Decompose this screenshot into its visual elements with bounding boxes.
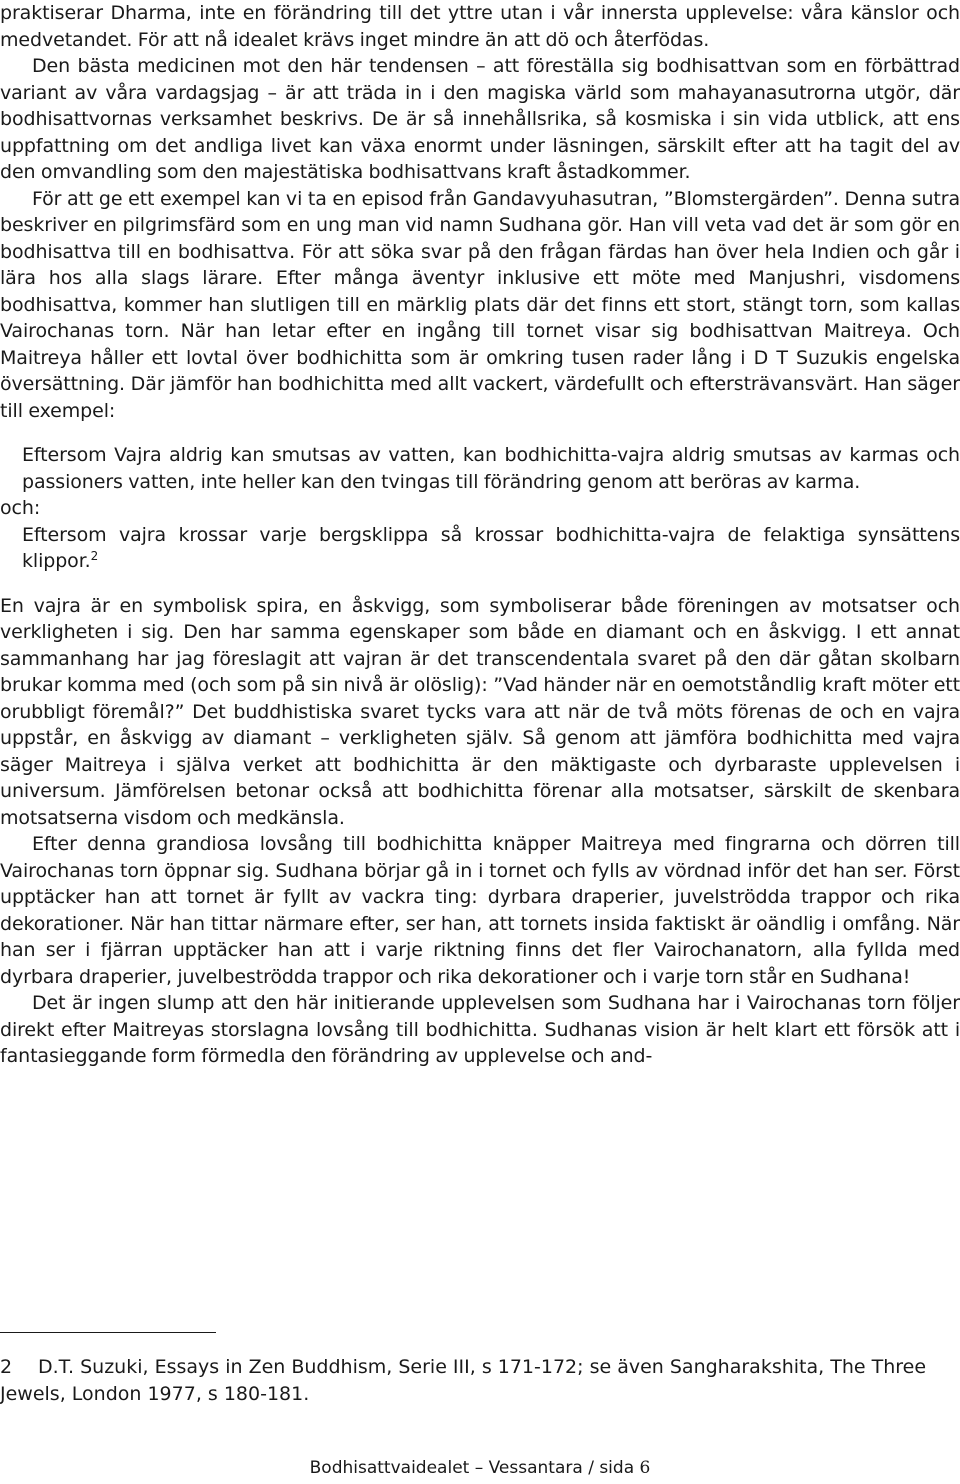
footnote-divider [0,1332,216,1333]
spacer [0,575,960,593]
footer-label: Bodhisattvaidealet – Vessantara / sida [309,1458,635,1478]
quote-2 [22,522,960,575]
paragraph-3: För att ge ett exempel kan vi ta en episod från Gandavyuhasutran, ”Blomstergärden”. Denna sutra beskriver en pilgrimsfärd som en ung man vid namn Sudhana gör. Han vill veta vad det är som gör en bodhisattva till en bodhisattva. För att söka svar på den frågan färdas han över hela Indien och går i lära hos alla slags lärare. Efter många äventyr inklusive ett möte med Manjushri, visdomens bodhisattva, kommer han slutligen till en märklig plats där det finns ett stort, stängt torn, som kallas Vairochanas torn. När han letar efter en ingång till tornet visar sig bodhisattvan Maitreya. Och Maitreya håller ett lovtal över bodhichitta som är omkring tusen rader lång i D T Suzukis engelska översättning. Där jämför han bodhichitta med allt vackert, värdefullt och eftersträvansvärt. Han säger till exempel: [0,187,960,422]
footnote-number: 2 [0,1356,13,1378]
paragraph-2: Den bästa medicinen mot den här tendensen – att föreställa sig bodhisattvan som en förbättrad variant av våra vardagsjag – är att träda in i den magiska värld som mahayanasutrorna utgör, där bodhisattvornas verksamhet beskrivs. De är så innehållsrika, så kosmiska i sin vida utblick, att ens uppfattning om det andliga livet kan växa enormt under läsningen, särskilt efter att ha tagit del av den omvandling som den majestätiska bodhisattvans kraft åstadkommer. [0,55,960,183]
quote-2-text: Eftersom vajra krossar varje bergsklippa så krossar bodhichitta-vajra de felaktiga synsättens klippor. [22,523,960,572]
page-number: 6 [639,1458,651,1478]
footnote-reference[interactable]: 2 [90,549,99,563]
page-footer [0,1456,960,1480]
quote-connector: och: [0,497,41,519]
footnote [0,1354,960,1408]
spacer [0,424,960,442]
paragraph-6: Det är ingen slump att den här initierande upplevelsen som Sudhana har i Vairochanas torn följer direkt efter Maitreyas storslagna lovsång till bodhichitta. Sudhanas vision är helt klart ett försök att i fantasieggande form förmedla den förändring av upplevelse och and- [0,992,960,1067]
paragraph-1: praktiserar Dharma, inte en förändring till det yttre utan i vår innersta upplevelse: våra känslor och medvetandet. För att nå idealet krävs inget mindre än att dö och återfödas. [0,2,960,51]
paragraph-4: En vajra är en symbolisk spira, en åskvigg, som symboliserar både föreningen av motsatser och verkligheten i sig. Den har samma egenskaper som både en diamant och en åskvigg. I ett annat sammanhang har jag föreslagit att vajran är det transcendentala svaret på den där gåtan skolbarn brukar komma med (och som på sin nivå är olöslig): ”Vad händer när en oemotståndlig kraft möter ett orubbligt föremål?” Det buddhistiska svaret tycks vara att när de två möts förenas de och en vajra uppstår, en åskvigg av diamant – verkligheten själv. Så genom att jämföra bodhichitta med vajra säger Maitreya i själva verket att bodhichitta är den mäktigaste och dyrbaraste upplevelsen i universum. Jämförelsen betonar också att bodhichitta förenar alla motsatser, särskilt de skenbara motsatserna visdom och medkänsla. [0,594,960,829]
paragraph-5: Efter denna grandiosa lovsång till bodhichitta knäpper Maitreya med fingrarna och dörren till Vairochanas torn öppnar sig. Sudhana börjar gå in i tornet och fylls av vördnad inför det han ser. Först upptäcker han att tornet är fyllt av vackra ting: dyrbara draperier, juvelströdda trappor och rika dekorationer. När han tittar närmare efter, ser han, att tornets insida faktiskt är oändlig i omfång. När han ser i fjärran upptäcker han att i varje riktning finns det fler Vairochanatorn, alla fyllda med dyrbara draperier, juvelbeströdda trappor och rika dekorationer och i varje torn står en Sudhana! [0,833,960,988]
footnote-text: D.T. Suzuki, Essays in Zen Buddhism, Serie III, s 171-172; se även Sangharakshita, The Three Jewels, London 1977, s 180-181. [0,1356,927,1405]
quote-1: Eftersom Vajra aldrig kan smutsas av vatten, kan bodhichitta-vajra aldrig smutsas av karmas och passioners vatten, inte heller kan den tvingas till förändring genom att beröras av karma. [22,444,960,493]
